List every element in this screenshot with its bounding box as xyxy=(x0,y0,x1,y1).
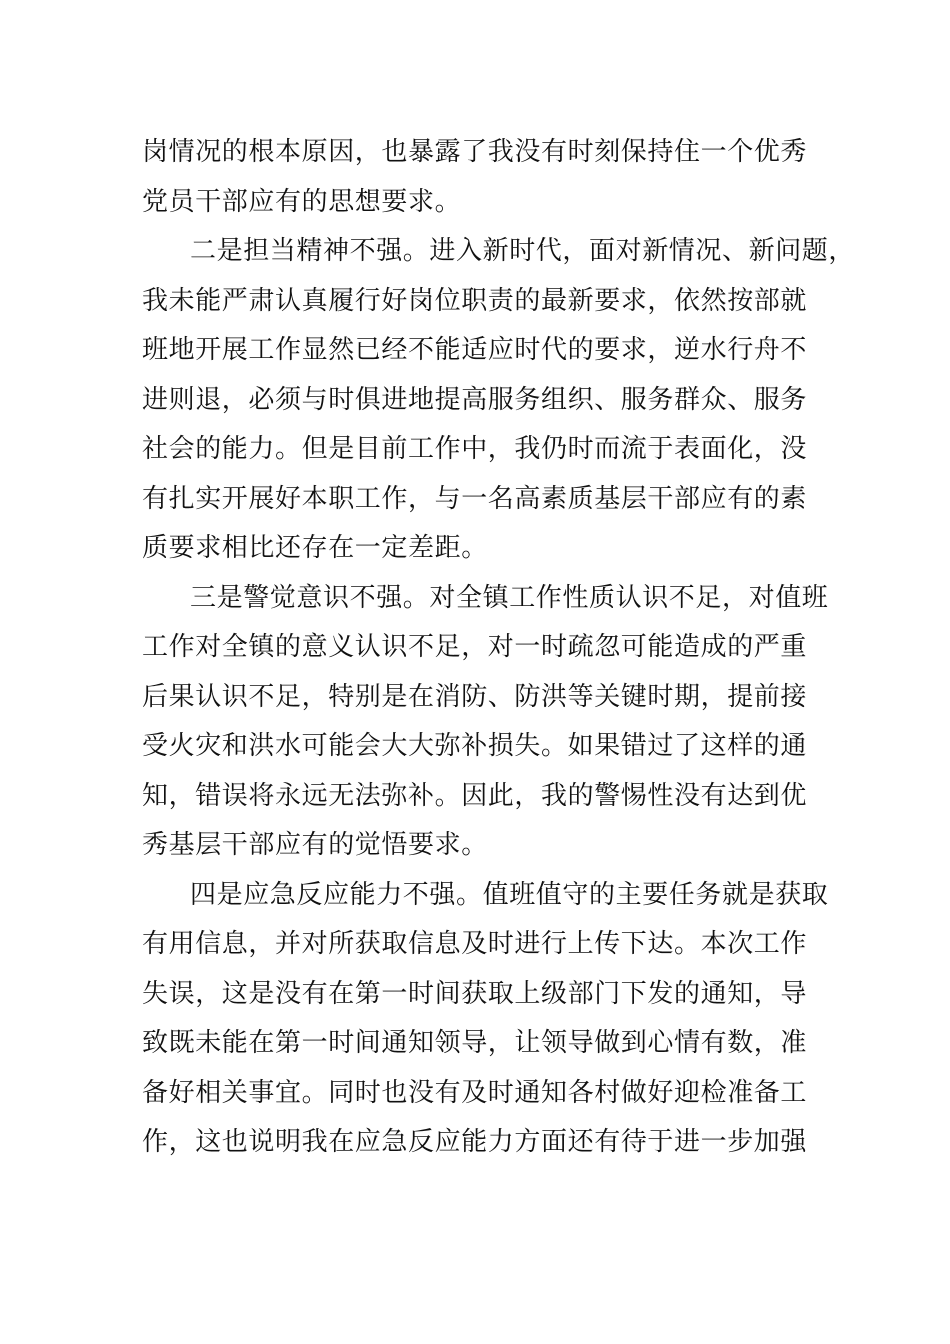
text-line: 岗情况的根本原因，也暴露了我没有时刻保持住一个优秀 xyxy=(142,137,808,167)
text-line: 秀基层干部应有的觉悟要求。 xyxy=(142,830,488,860)
paragraph-start-line: 四是应急反应能力不强。值班值守的主要任务就是获取 xyxy=(190,879,829,910)
text-line: 班地开展工作显然已经不能适应时代的要求，逆水行舟不 xyxy=(142,335,808,365)
text-line: 我未能严肃认真履行好岗位职责的最新要求，依然按部就 xyxy=(142,285,808,316)
text-line: 备好相关事宜。同时也没有及时通知各村做好迎检准备工 xyxy=(142,1077,808,1108)
text-line: 有用信息，并对所获取信息及时进行上传下达。本次工作 xyxy=(142,929,808,959)
body-text xyxy=(142,128,856,1168)
text-line: 党员干部应有的思想要求。 xyxy=(142,186,462,217)
paragraph-start-line: 二是担当精神不强。进入新时代，面对新情况、新问题， xyxy=(190,236,856,266)
text-line: 质要求相比还存在一定差距。 xyxy=(142,533,488,563)
text-line: 后果认识不足，特别是在消防、防洪等关键时期，提前接 xyxy=(142,681,808,712)
text-line: 致既未能在第一时间通知领导，让领导做到心情有数，准 xyxy=(142,1028,808,1058)
text-line: 知，错误将永远无法弥补。因此，我的警惕性没有达到优 xyxy=(142,780,808,811)
text-line: 失误，这是没有在第一时间获取上级部门下发的通知，导 xyxy=(142,978,808,1009)
text-line: 工作对全镇的意义认识不足，对一时疏忽可能造成的严重 xyxy=(142,632,808,662)
text-line: 受火灾和洪水可能会大大弥补损失。如果错过了这样的通 xyxy=(142,731,808,761)
text-line: 作，这也说明我在应急反应能力方面还有待于进一步加强 xyxy=(142,1127,808,1157)
text-line: 社会的能力。但是目前工作中，我仍时而流于表面化，没 xyxy=(142,434,808,464)
text-line: 进则退，必须与时俱进地提高服务组织、服务群众、服务 xyxy=(142,384,808,415)
text-line: 有扎实开展好本职工作，与一名高素质基层干部应有的素 xyxy=(142,483,808,514)
paragraph-start-line: 三是警觉意识不强。对全镇工作性质认识不足，对值班 xyxy=(190,582,829,613)
